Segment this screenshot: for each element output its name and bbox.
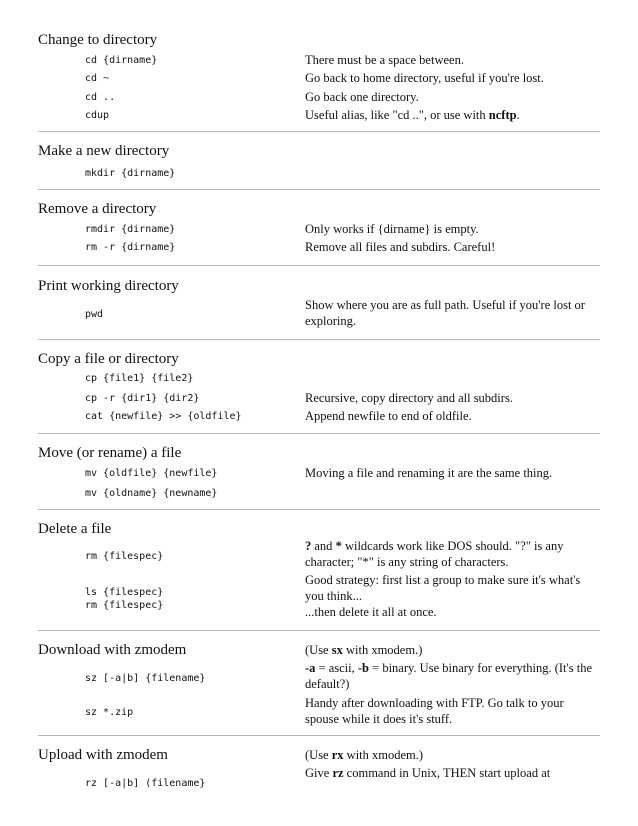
bold-term: rz xyxy=(332,766,344,780)
command: pwd xyxy=(85,309,104,320)
description: (Use sx with xmodem.) xyxy=(305,643,423,657)
section-divider xyxy=(38,735,600,736)
section-heading: Delete a file xyxy=(38,521,112,537)
section-divider xyxy=(38,131,600,132)
description: Moving a file and renaming it are the same thing. xyxy=(305,466,553,480)
description: Remove all files and subdirs. Careful! xyxy=(305,240,496,254)
command: rz [-a|b] (filename} xyxy=(85,778,206,789)
section-divider xyxy=(38,339,600,340)
section-heading: Move (or rename) a file xyxy=(38,445,182,461)
command: rm -r {dirname} xyxy=(85,242,176,253)
description: Go back one directory. xyxy=(305,90,419,104)
section-divider xyxy=(38,630,600,631)
command: cd .. xyxy=(85,92,116,103)
description: ? and * wildcards work like DOS should. "?" is any character; "*" is any string of characters. xyxy=(305,539,564,569)
section-heading: Change to directory xyxy=(38,32,158,48)
section-heading: Make a new directory xyxy=(38,143,170,159)
section-heading: Print working directory xyxy=(38,278,179,294)
bold-term: sx xyxy=(331,643,343,657)
command: rmdir {dirname} xyxy=(85,224,176,235)
section-heading: Download with zmodem xyxy=(38,642,187,658)
section-heading: Upload with zmodem xyxy=(38,747,168,763)
command: mv {oldfile} {newfile} xyxy=(85,468,218,479)
description: Handy after downloading with FTP. Go talk to your spouse while it does it's stuff. xyxy=(305,696,564,726)
description: -a = ascii, -b = binary. Use binary for everything. (It's the default?) xyxy=(305,661,593,691)
command: mkdir {dirname} xyxy=(85,168,176,179)
command: cd {dirname} xyxy=(85,55,158,66)
description: Give rz command in Unix, THEN start upload at xyxy=(305,766,551,780)
command: rm {filespec} xyxy=(85,551,164,562)
bold-term: rx xyxy=(331,748,344,762)
description: Show where you are as full path. Useful if you're lost or exploring. xyxy=(305,298,585,328)
description: (Use rx with xmodem.) xyxy=(305,748,424,762)
command: cat {newfile} >> {oldfile} xyxy=(85,411,242,422)
command: ls {filespec} rm {filespec} xyxy=(85,587,164,611)
command: sz [-a|b] {filename} xyxy=(85,673,206,684)
section-divider xyxy=(38,189,600,190)
description: Good strategy: first list a group to make sure it's what's you think... ...then delete it all at once. xyxy=(305,573,581,619)
description: There must be a space between. xyxy=(305,53,464,67)
section-divider xyxy=(38,509,600,510)
description: Useful alias, like "cd ..", or use with ncftp. xyxy=(305,108,520,122)
command: mv {oldname} {newname} xyxy=(85,488,218,499)
command: cp -r {dir1} {dir2} xyxy=(85,393,200,404)
command: cp {file1} {file2} xyxy=(85,373,194,384)
description: Recursive, copy directory and all subdirs. xyxy=(305,391,513,405)
bold-term: -a xyxy=(305,661,316,675)
section-divider xyxy=(38,265,600,266)
bold-term: -b xyxy=(357,661,370,675)
bold-term: ? xyxy=(305,539,312,553)
command: cd ~ xyxy=(85,73,110,84)
description: Append newfile to end of oldfile. xyxy=(305,409,472,423)
section-heading: Copy a file or directory xyxy=(38,351,179,367)
bold-term: ncftp xyxy=(488,108,517,122)
command: cdup xyxy=(85,110,110,121)
section-divider xyxy=(38,433,600,434)
description: Go back to home directory, useful if you're lost. xyxy=(305,71,544,85)
command: sz *.zip xyxy=(85,707,134,718)
section-heading: Remove a directory xyxy=(38,201,157,217)
bold-term: * xyxy=(335,539,342,553)
description: Only works if {dirname} is empty. xyxy=(305,222,479,236)
